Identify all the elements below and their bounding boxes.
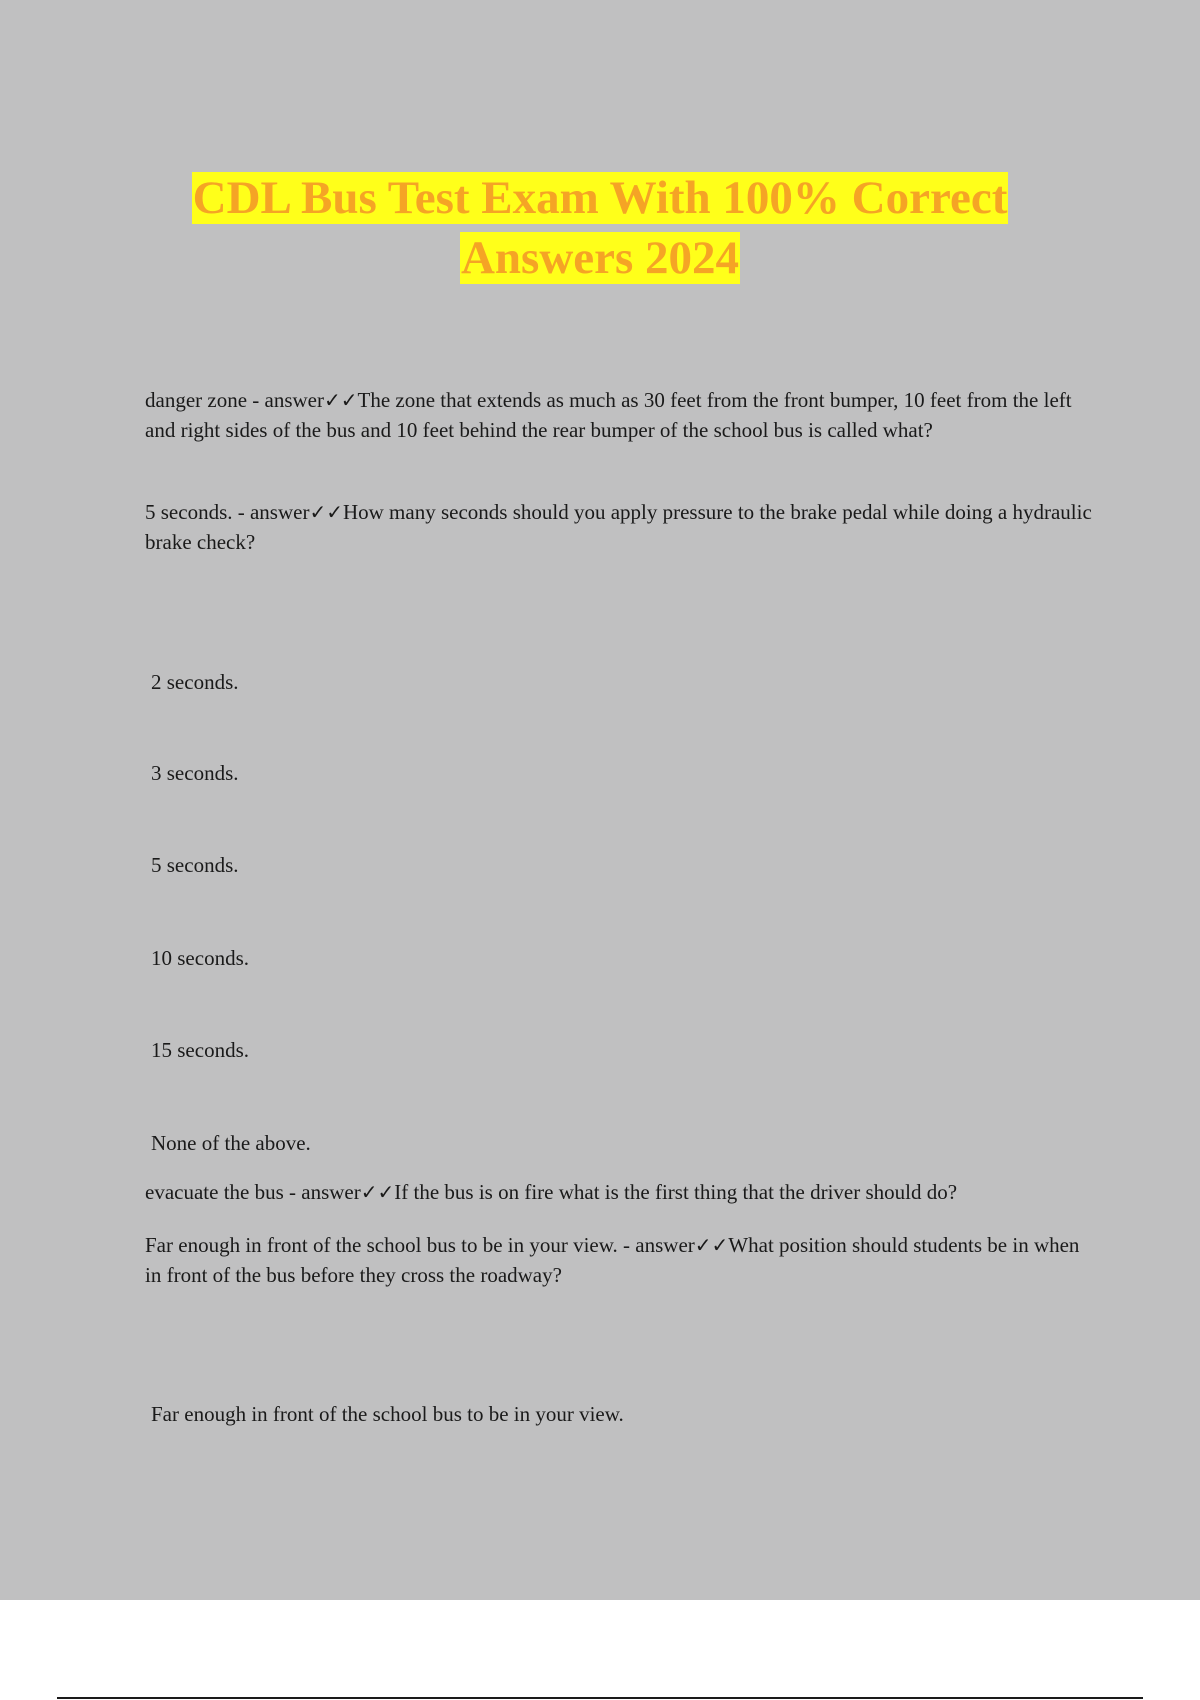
checkmark-icon: ✓✓	[694, 1233, 729, 1257]
question-text: How many seconds should you apply pressure to the brake pedal while doing a hydraulic brake check?	[145, 500, 1092, 554]
question-text: What position should students be in when in front of the bus before they cross the roadway?	[145, 1233, 1080, 1287]
answer-text: Far enough in front of the school bus to be in your view. - answer	[145, 1233, 695, 1257]
title-line-2: Answers 2024	[460, 232, 740, 284]
question-text: If the bus is on fire what is the first thing that the driver should do?	[394, 1180, 958, 1204]
answer-text: danger zone - answer	[145, 388, 324, 412]
document-title	[0, 168, 1200, 288]
qa-entry-student-position	[145, 1230, 1095, 1290]
answer-text: evacuate the bus - answer	[145, 1180, 361, 1204]
title-line-1: CDL Bus Test Exam With 100% Correct	[192, 172, 1008, 224]
checkmark-icon: ✓✓	[324, 388, 358, 412]
footer-rule	[57, 1697, 1143, 1699]
qa-entry-brake-check	[145, 497, 1095, 557]
option-item: Far enough in front of the school bus to be in your view.	[151, 1402, 624, 1426]
answer-text: 5 seconds. - answer	[145, 500, 310, 524]
qa-entry-danger-zone	[145, 385, 1095, 445]
option-item: 3 seconds.	[151, 761, 239, 785]
option-item: 2 seconds.	[151, 670, 239, 694]
option-item: None of the above.	[151, 1131, 311, 1155]
option-item: 15 seconds.	[151, 1038, 249, 1062]
checkmark-icon: ✓✓	[309, 500, 343, 524]
question-text: The zone that extends as much as 30 feet from the front bumper, 10 feet from the left and right sides of the bus and 10 feet behind the rear bumper of the school bus is called what?	[145, 388, 1072, 442]
checkmark-icon: ✓✓	[360, 1180, 395, 1204]
option-item: 10 seconds.	[151, 946, 249, 970]
option-item: 5 seconds.	[151, 853, 239, 877]
qa-entry-bus-fire	[145, 1177, 1095, 1207]
